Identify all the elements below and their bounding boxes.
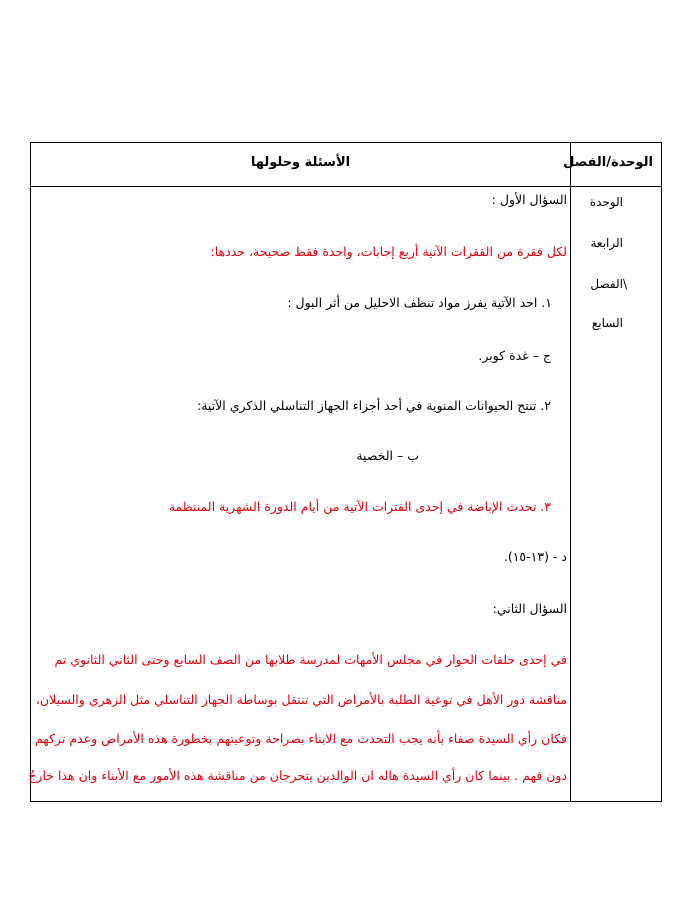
mcq-item-1: ١. احد الآتية يفرز مواد تنظف الاحليل من أثر البول : (287, 295, 552, 310)
column-divider (570, 143, 571, 801)
question-1-instruction: لكل فقرة من الفقرات الآتية أربع إجابات، واحدة فقط صحيحة، حددها: (210, 244, 567, 259)
question-2-paragraph-line: فكان رأي السيدة صفاء بأنه يجب التحدث مع الابناء بصراحة وتوعيتهم بخطورة هذه الأمراض وعدم تركهم (34, 731, 567, 746)
question-2-title: السؤال الثاني: (492, 601, 567, 616)
header-questions: الأسئلة وحلولها (250, 155, 351, 170)
question-2-paragraph-line: في إحدى حلقات الحوار في مجلس الأمهات لمدرسة طلابها من الصف السابع وحتى الثاني الثانوي تم (54, 652, 567, 667)
unit-line: السابع (591, 316, 623, 330)
unit-line: \الفصل (590, 277, 627, 291)
question-2-paragraph-line: دون فهم . بينما كان رأي السيدة هاله ان الوالدين يتحرجان من مناقشة هذه الأمور مع الأبناء وان هذا خارجٌ (28, 768, 567, 783)
question-1-title: السؤال الأول : (491, 192, 567, 207)
header-row-divider (31, 186, 661, 187)
header-unit-chapter: الوحدة/الفصل (563, 155, 653, 170)
question-2-paragraph-line: مناقشة دور الأهل في توعية الطلبة بالأمراض التي تنتقل بوساطة الجهاز التناسلي مثل الزهري والسيلان، (35, 692, 567, 707)
mcq-answer-3: د - (١٣-١٥). (503, 549, 567, 564)
unit-line: الرابعة (590, 236, 623, 250)
unit-line: الوحدة (589, 195, 623, 209)
mcq-item-2: ٢. تنتج الحيوانات المنوية في أحد أجزاء الجهاز التناسلي الذكري الآتية: (196, 398, 551, 413)
mcq-answer-2: ب – الخصية (356, 448, 419, 463)
mcq-answer-1: ج – غدة كوبر. (478, 348, 551, 363)
mcq-item-3: ٣. تحدث الإباضة في إحدى الفترات الآتية من أيام الدورة الشهرية المنتظمة (168, 499, 551, 514)
